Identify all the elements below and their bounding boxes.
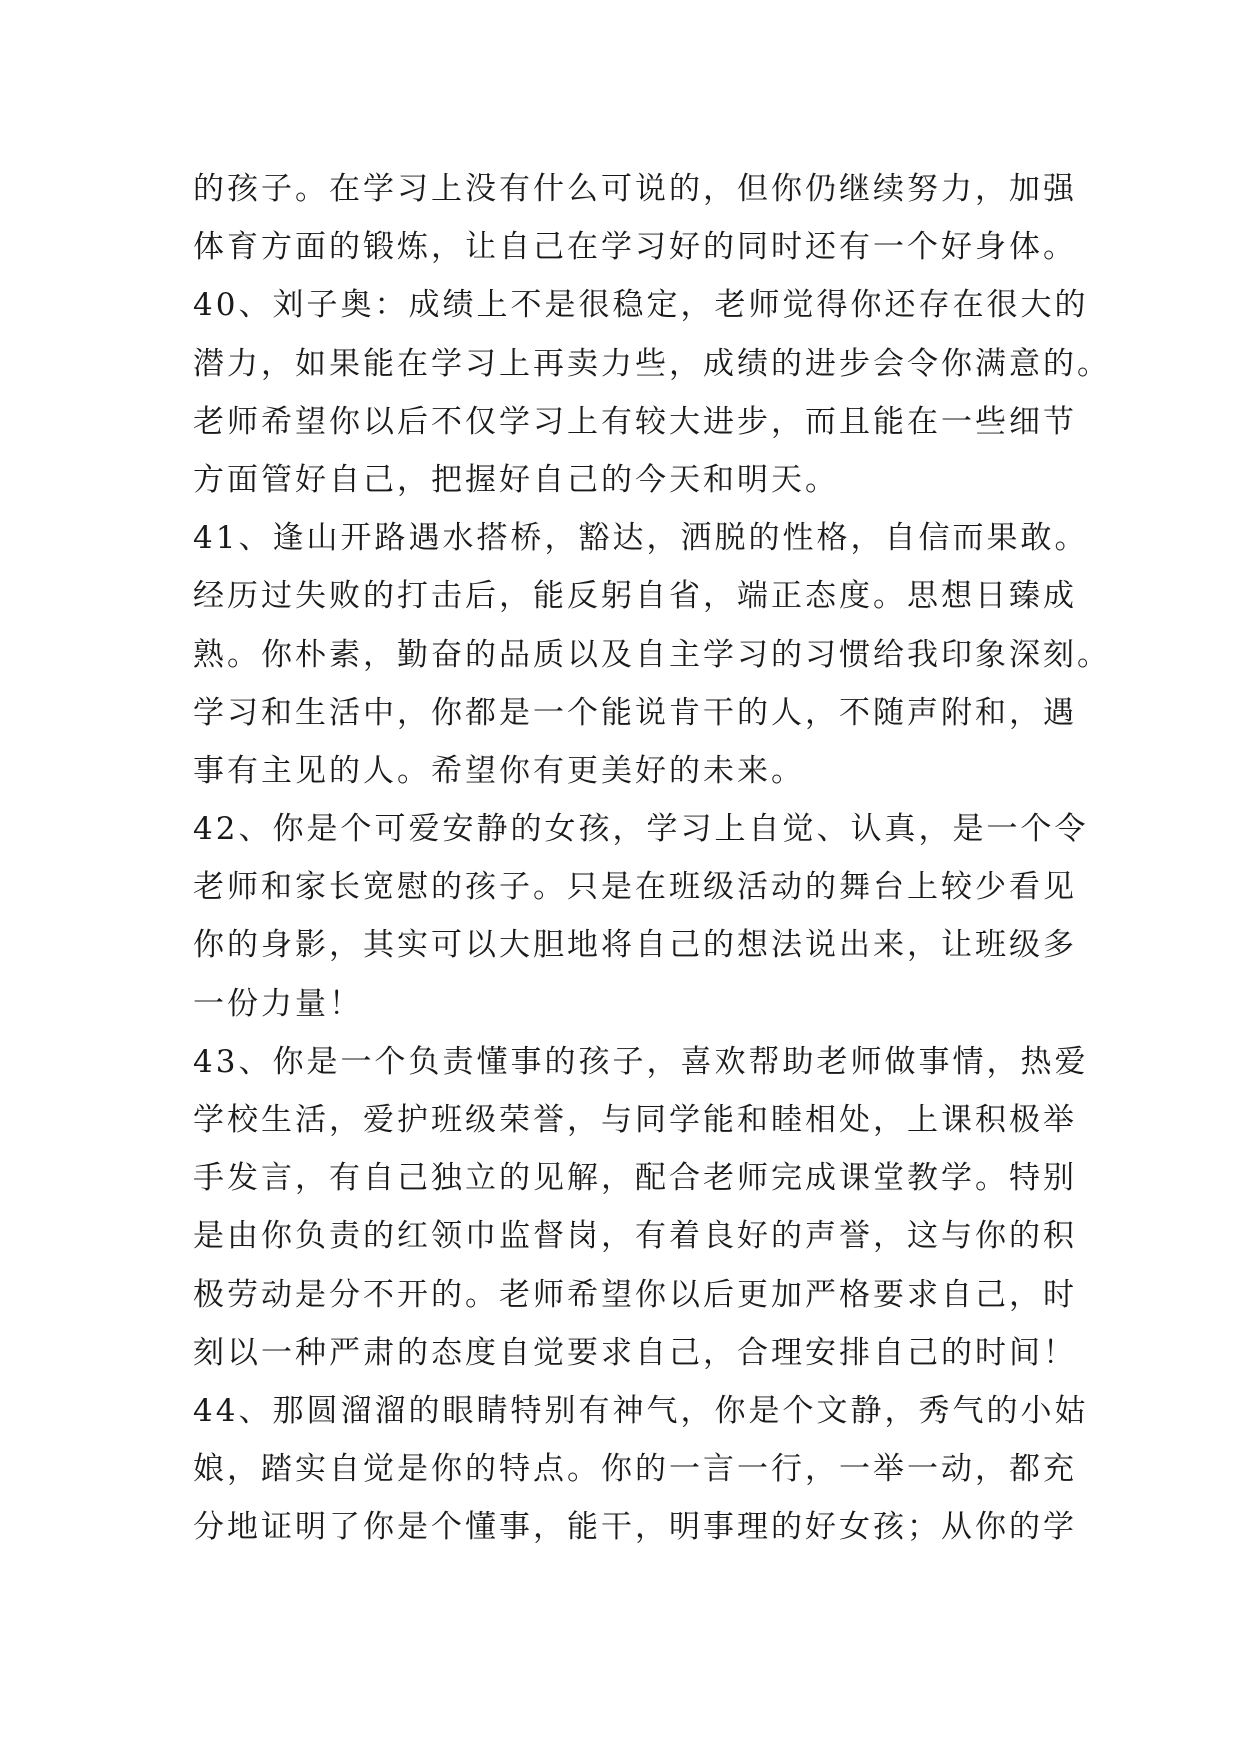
document-body xyxy=(193,160,1111,1557)
text-line: 一份力量！ xyxy=(193,985,363,1022)
text-line: 经历过失败的打击后，能反躬自省，端正态度。思想日臻成 xyxy=(193,578,1077,615)
text-line: 41、逢山开路遇水搭桥，豁达，洒脱的性格，自信而果敢。 xyxy=(193,520,1089,557)
text-line: 潜力，如果能在学习上再卖力些，成绩的进步会令你满意的。 xyxy=(193,345,1111,382)
text-line: 42、你是个可爱安静的女孩，学习上自觉、认真，是一个令 xyxy=(193,811,1089,848)
text-line: 是由你负责的红领巾监督岗，有着良好的声誉，这与你的积 xyxy=(193,1218,1077,1255)
text-line: 事有主见的人。希望你有更美好的未来。 xyxy=(193,752,805,789)
text-line: 老师希望你以后不仅学习上有较大进步，而且能在一些细节 xyxy=(193,403,1077,440)
text-line: 刻以一种严肃的态度自觉要求自己，合理安排自己的时间！ xyxy=(193,1334,1077,1371)
text-line: 老师和家长宽慰的孩子。只是在班级活动的舞台上较少看见 xyxy=(193,869,1077,906)
text-line: 43、你是一个负责懂事的孩子，喜欢帮助老师做事情，热爱 xyxy=(193,1043,1089,1080)
text-line: 40、刘子奥：成绩上不是很稳定，老师觉得你还存在很大的 xyxy=(193,287,1089,324)
text-line: 分地证明了你是个懂事，能干，明事理的好女孩；从你的学 xyxy=(193,1509,1077,1546)
text-line: 熟。你朴素，勤奋的品质以及自主学习的习惯给我印象深刻。 xyxy=(193,636,1111,673)
text-line: 学校生活，爱护班级荣誉，与同学能和睦相处，上课积极举 xyxy=(193,1102,1077,1138)
text-line: 44、那圆溜溜的眼睛特别有神气，你是个文静，秀气的小姑 xyxy=(193,1392,1089,1429)
text-line: 学习和生活中，你都是一个能说肯干的人，不随声附和，遇 xyxy=(193,694,1077,731)
text-line: 的孩子。在学习上没有什么可说的，但你仍继续努力，加强 xyxy=(193,171,1077,207)
text-line: 极劳动是分不开的。老师希望你以后更加严格要求自己，时 xyxy=(193,1276,1077,1313)
text-line: 手发言，有自己独立的见解，配合老师完成课堂教学。特别 xyxy=(193,1160,1077,1197)
text-line: 方面管好自己，把握好自己的今天和明天。 xyxy=(193,461,839,498)
text-line: 体育方面的锻炼，让自己在学习好的同时还有一个好身体。 xyxy=(193,229,1077,266)
text-line: 娘，踏实自觉是你的特点。你的一言一行，一举一动，都充 xyxy=(193,1451,1077,1488)
text-line: 你的身影，其实可以大胆地将自己的想法说出来，让班级多 xyxy=(193,927,1077,964)
